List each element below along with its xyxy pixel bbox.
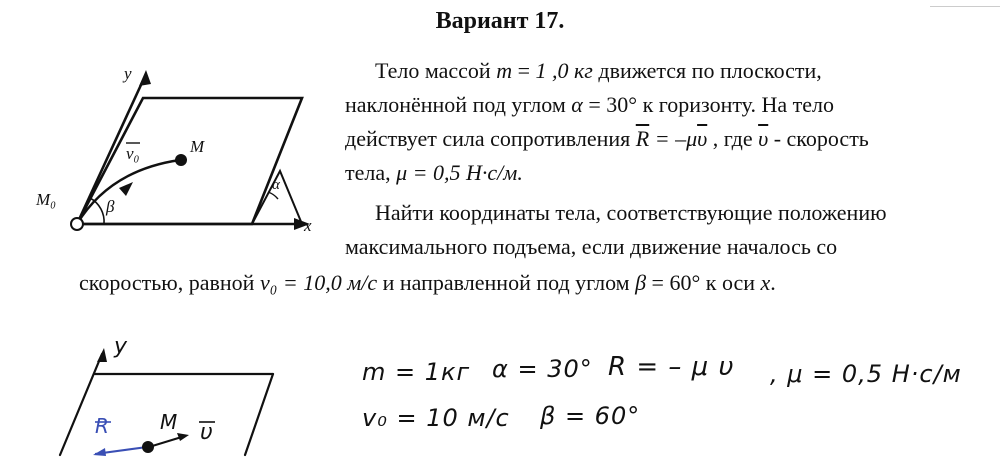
label-M: M [190, 137, 205, 156]
label-alpha: α [272, 177, 280, 193]
point-M [175, 154, 187, 166]
problem-paragraph-2: Найти координаты тела, соответствующие положению максимального подъема, если движение началось со [345, 200, 887, 259]
problem-paragraph-3: скоростью, равной v₀ = 10,0 м/с и направленной под углом β = 60° к оси x. [79, 270, 776, 295]
given-beta: β = 60° [540, 402, 641, 430]
label-beta: β [106, 197, 115, 216]
sketch-y: y [114, 334, 129, 359]
point-M0 [71, 218, 83, 230]
given-alpha: α = 30° [492, 355, 593, 383]
label-v0: v₀ [126, 144, 140, 163]
label-M0: M₀ [36, 190, 57, 209]
label-y: y [124, 64, 132, 83]
page-top-line [930, 0, 1000, 7]
page-title: Вариант 17. [435, 8, 565, 34]
given-mu: , μ = 0,5 Н·с/м [770, 360, 962, 388]
inclined-plane-figure [40, 60, 380, 240]
given-v0: v₀ = 10 м/с [362, 404, 510, 432]
given-mass: m = 1кг [362, 358, 471, 386]
given-resistance: R = – μ υ [608, 352, 735, 382]
label-x: x [304, 216, 312, 235]
sketch-R: R [95, 414, 110, 438]
sketch-v: υ [200, 420, 214, 445]
problem-paragraph-1: Тело массой m = 1 ,0 кг движется по плоскости, наклонённой под углом α = 30° к горизонту. На тело действует сила сопротивления $\overline{R} = -\mu\overline{\upsilon}$ , где $\overline{\upsilon}$ - скорость тела, μ = 0,5 Н·с/м. [345, 58, 869, 185]
sketch-M: M [160, 410, 179, 434]
